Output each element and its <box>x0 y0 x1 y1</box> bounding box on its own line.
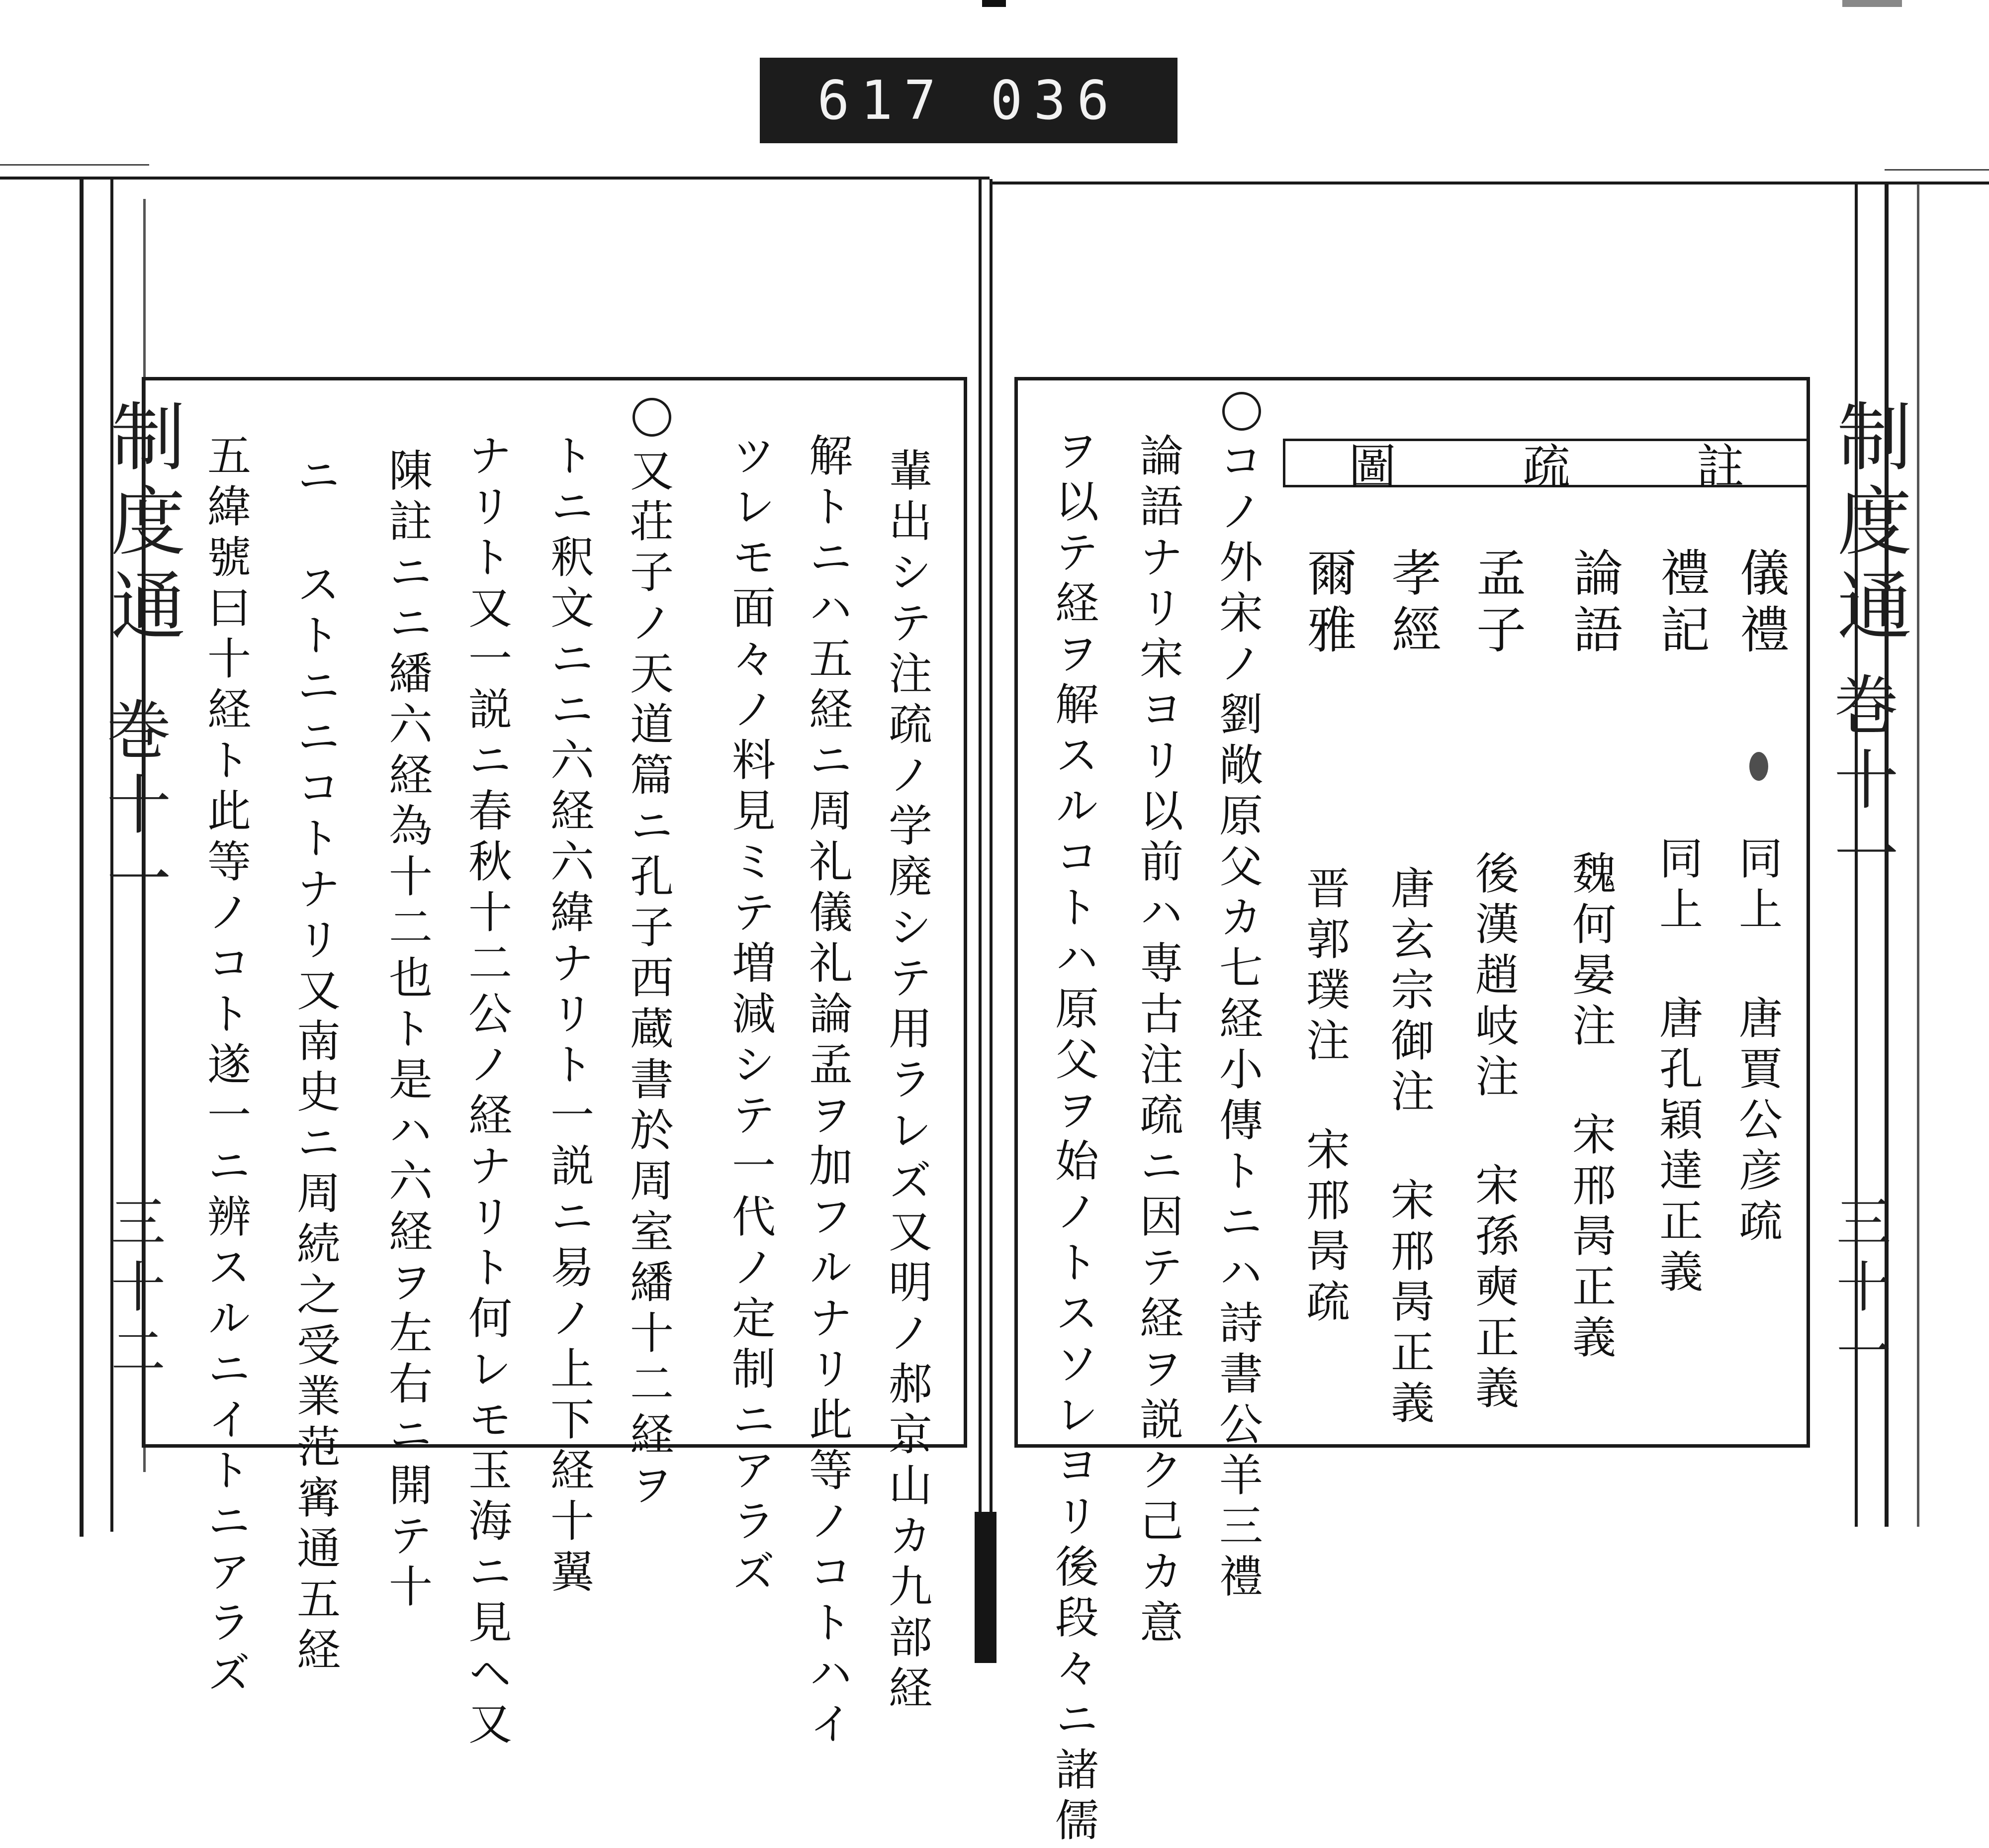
top-rule-left <box>0 177 990 180</box>
ink-smudge <box>1749 752 1768 781</box>
right-margin-title: 制度通 <box>1824 398 1911 651</box>
top-rule-thin-left <box>0 164 149 166</box>
left-margin-volume: 巻十一 <box>96 696 172 920</box>
right-circle-marker <box>1222 392 1261 431</box>
right-col-1: コノ外宋ノ劉敞原父カ七経小傳トニハ詩書公羊三禮 <box>1212 438 1264 1604</box>
left-edge-line <box>80 179 84 1537</box>
right-edge-line-3 <box>1917 184 1919 1527</box>
right-margin-volume: 巻十一 <box>1823 671 1899 895</box>
book-commentary-6: 晋郭璞注 宋邢昺疏 <box>1299 865 1351 1329</box>
heading-char-1: 註 <box>1697 439 1744 495</box>
book-title-3: 論語 <box>1565 547 1623 660</box>
right-margin-folio: 三十一 <box>1827 1194 1891 1387</box>
book-title-6: 爾雅 <box>1299 547 1357 660</box>
left-col-1: 輩出シテ注疏ノ学廃シテ用ラレズ又明ノ郝京山カ九部経 <box>882 448 933 1716</box>
left-col-7: 陳註ニニ繙六経為十二也ト是ハ六経ヲ左右ニ開テ十 <box>382 448 433 1614</box>
book-commentary-4: 後漢趙岐注 宋孫奭正義 <box>1468 850 1520 1416</box>
archive-label: 617 036 <box>760 58 1177 143</box>
right-col-2: 論語ナリ宋ヨリ以前ハ専古注疏ニ因テ経ヲ説ク己カ意 <box>1133 433 1184 1650</box>
top-rule-right <box>990 182 1989 185</box>
book-commentary-5: 唐玄宗御注 宋邢昺正義 <box>1384 865 1435 1431</box>
left-col-8: ニ ストニニコトナリ又南史ニ周続之受業范寗通五経 <box>290 453 341 1677</box>
left-col-6: ナリト又一説ニ春秋十二公ノ経ナリト何レモ玉海ニ見ヘ又 <box>461 433 513 1752</box>
left-col-9: 五緯號曰十経ト此等ノコト遂一ニ辨スルニイトニアラズ <box>200 433 252 1701</box>
heading-char-3: 圖 <box>1349 439 1396 495</box>
book-title-5: 孝經 <box>1383 547 1442 660</box>
top-right-stamp <box>1842 0 1902 7</box>
book-commentary-2: 同上 唐孔穎達正義 <box>1652 835 1704 1299</box>
book-commentary-3: 魏何晏注 宋邢昺正義 <box>1565 850 1617 1365</box>
left-circle-marker <box>633 398 671 437</box>
gutter-binding-bar <box>975 1512 996 1663</box>
left-margin-folio: 三十二 <box>102 1194 166 1387</box>
left-col-2: 解トニハ五経ニ周礼儀礼論孟ヲ加フルナリ此等ノコトハイ <box>802 433 853 1752</box>
left-col-3: ツレモ面々ノ料見ミテ増減シテ一代ノ定制ニアラズ <box>725 433 776 1599</box>
left-col-5: トニ釈文ニニ六経六緯ナリト一説ニ易ノ上下経十翼 <box>543 433 595 1599</box>
book-title-4: 孟子 <box>1468 547 1526 660</box>
left-margin-title: 制度通 <box>98 398 184 651</box>
book-title-1: 儀禮 <box>1731 547 1790 660</box>
top-rule-thin-right <box>1885 169 1989 171</box>
book-commentary-1: 同上 唐賈公彦疏 <box>1732 835 1783 1249</box>
left-col-4: 又荘子ノ天道篇ニ孔子西蔵書於周室繙十二経ヲ <box>623 448 674 1513</box>
heading-box <box>1283 439 1810 495</box>
gutter-line-left <box>979 179 982 1663</box>
heading-char-2: 疏 <box>1523 439 1570 495</box>
book-title-2: 禮記 <box>1652 547 1710 660</box>
gutter-line-right <box>990 179 993 1663</box>
right-col-3: ヲ以テ経ヲ解スルコトハ原父ヲ始ノトスソレヨリ後段々ニ諸儒 <box>1048 428 1099 1848</box>
top-binding-mark <box>982 0 1006 7</box>
